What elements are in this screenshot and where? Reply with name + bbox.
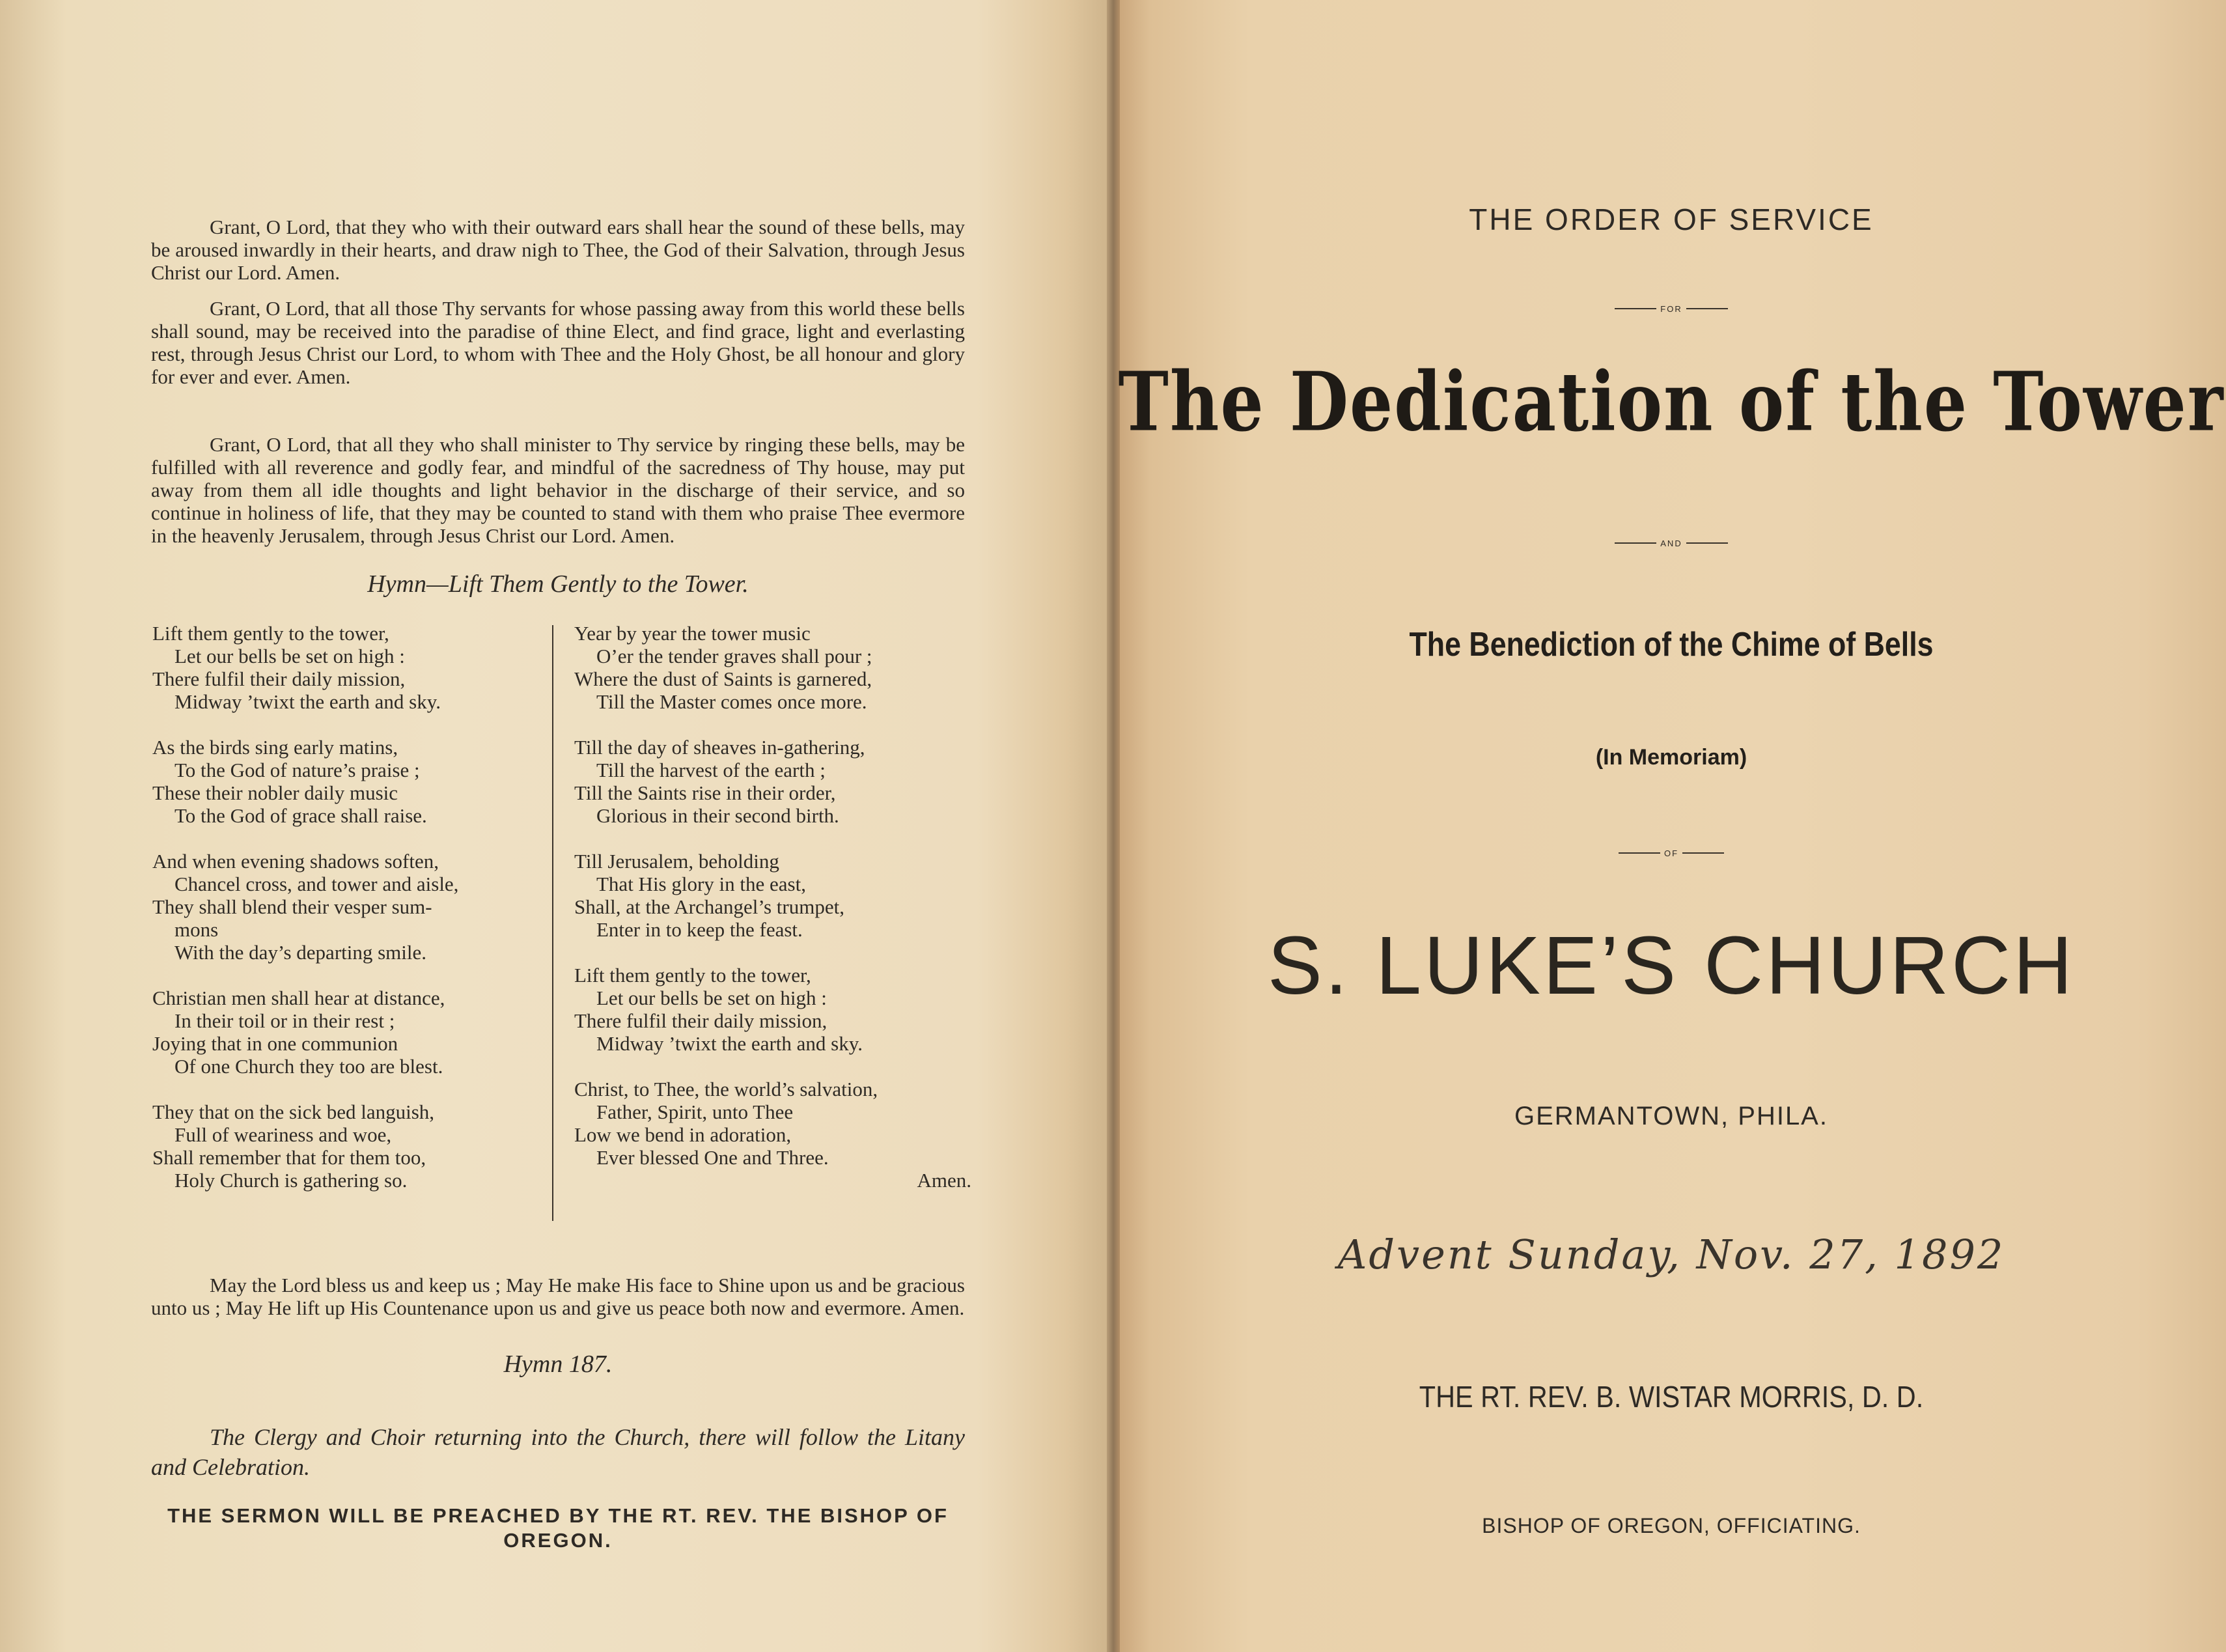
book-gutter xyxy=(1107,0,1120,1652)
location: GERMANTOWN, PHILA. xyxy=(1514,1102,1828,1130)
prayer-bells-ringers: Grant, O Lord, that all they who shall minister to Thy service by ringing these bells, may be fulfilled with all reverence and godly fear, and mindful of the sacredness of Thy house, may put away from them all idle thoughts and light behavior in the discharge of their service, and so continue in holiness of life, that they may be counted to stand with them who praise Thee evermore in the heavenly Jerusalem, through Jesus Christ our Lord. Amen. xyxy=(151,433,965,547)
hymn-stanza xyxy=(152,622,556,713)
hymn-line: Till Jerusalem, beholding xyxy=(574,850,779,873)
hymn-line: Year by year the tower music xyxy=(574,622,811,645)
hymn-line: Lift them gently to the tower, xyxy=(152,622,389,645)
and-label: AND xyxy=(1660,538,1682,548)
hymn-line: O’er the tender graves shall pour ; xyxy=(596,645,872,667)
hymn-line: Full of weariness and woe, xyxy=(174,1123,392,1146)
hymn-line: Father, Spirit, unto Thee xyxy=(596,1100,794,1123)
hymn-line: There fulfil their daily mission, xyxy=(152,667,406,690)
hymn-line: That His glory in the east, xyxy=(596,873,806,895)
hymn-stanza xyxy=(574,850,978,941)
hymn-line: Ever blessed One and Three. xyxy=(596,1146,829,1169)
hymn-heading: Hymn—Lift Them Gently to the Tower. xyxy=(367,570,749,598)
and-rule xyxy=(1117,535,2226,548)
hymn-stanza xyxy=(152,850,556,964)
clergy-note: The Clergy and Choir returning into the Church, there will follow the Litany and Celebration. xyxy=(151,1424,965,1480)
hymn-line: Joying that in one communion xyxy=(152,1032,398,1055)
hymn-line: To the God of grace shall raise. xyxy=(174,804,427,827)
hymn-line: mons xyxy=(174,918,219,941)
in-memoriam: (In Memoriam) xyxy=(1595,745,1747,770)
prayer-bells-passing: Grant, O Lord, that all those Thy servants for whose passing away from this world these bells shall sound, may be received into the paradise of thine Elect, and find grace, light and everlasting rest, through Jesus Christ our Lord, to whom with Thee and the Holy Ghost, be all honour and glory for ever and ever. Amen. xyxy=(151,297,965,388)
hymn-line: Christ, to Thee, the world’s salvation, xyxy=(574,1078,878,1100)
hymn-line: Low we bend in adoration, xyxy=(574,1123,792,1146)
hymn-line: Midway ’twixt the earth and sky. xyxy=(174,690,441,713)
hymn-line: Till the harvest of the earth ; xyxy=(596,759,826,781)
hymn-line: Let our bells be set on high : xyxy=(596,987,827,1009)
hymn-stanza xyxy=(574,622,978,713)
for-label: FOR xyxy=(1660,303,1682,314)
hymn-187-heading: Hymn 187. xyxy=(503,1351,613,1378)
hymn-line: They that on the sick bed languish, xyxy=(152,1100,435,1123)
hymn-left-column xyxy=(152,622,556,1214)
hymn-line: Lift them gently to the tower, xyxy=(574,964,811,987)
officiant: THE RT. REV. B. WISTAR MORRIS, D. D. xyxy=(1419,1380,1924,1414)
church-name: S. LUKE’S CHURCH xyxy=(1267,919,2076,1011)
main-title: The Dedication of the Tower xyxy=(1118,353,2225,450)
hymn-line: Till the day of sheaves in-gathering, xyxy=(574,736,865,759)
hymn-line: To the God of nature’s praise ; xyxy=(174,759,420,781)
officiant-role: BISHOP OF OREGON, OFFICIATING. xyxy=(1482,1514,1861,1537)
for-rule xyxy=(1117,301,2226,314)
hymn-stanza xyxy=(574,1078,978,1192)
sermon-notice: THE SERMON WILL BE PREACHED BY THE RT. REV. THE BISHOP OF OREGON. xyxy=(167,1504,949,1552)
hymn-line: With the day’s departing smile. xyxy=(174,941,427,964)
hymn-amen: Amen. xyxy=(917,1169,971,1192)
hymn-line: And when evening shadows soften, xyxy=(152,850,439,873)
hymn-line: As the birds sing early matins, xyxy=(152,736,398,759)
service-date: Advent Sunday, Nov. 27, 1892 xyxy=(1337,1231,2005,1278)
hymn-line: Let our bells be set on high : xyxy=(174,645,405,667)
hymn-line: Where the dust of Saints is garnered, xyxy=(574,667,872,690)
hymn-stanza xyxy=(152,987,556,1078)
hymn-line: Holy Church is gathering so. xyxy=(174,1169,408,1192)
hymn-line: Christian men shall hear at distance, xyxy=(152,987,445,1009)
hymn-line: Of one Church they too are blest. xyxy=(174,1055,443,1078)
hymn-line: Till the Master comes once more. xyxy=(596,690,867,713)
hymn-line: Enter in to keep the feast. xyxy=(596,918,803,941)
hymn-stanza xyxy=(574,964,978,1055)
hymn-stanza xyxy=(152,736,556,827)
benediction-title: The Benediction of the Chime of Bells xyxy=(1409,626,1934,664)
hymn-stanza xyxy=(152,1100,556,1192)
hymn-stanza xyxy=(574,736,978,827)
benediction-prayer: May the Lord bless us and keep us ; May He make His face to Shine upon us and be gracious unto us ; May He lift up His Countenance upon us and give us peace both now and evermore. Amen. xyxy=(151,1274,965,1319)
prayer-bells-hearing: Grant, O Lord, that they who with their outward ears shall hear the sound of these bells, may be aroused inwardly in their hearts, and draw nigh to Thee, the God of their Salvation, through Jesus Christ our Lord. Amen. xyxy=(151,216,965,284)
hymn-line: Glorious in their second birth. xyxy=(596,804,839,827)
hymn-line: They shall blend their vesper sum- xyxy=(152,895,432,918)
hymn-line: Chancel cross, and tower and aisle, xyxy=(174,873,459,895)
hymn-line: Till the Saints rise in their order, xyxy=(574,781,836,804)
hymn-line: In their toil or in their rest ; xyxy=(174,1009,395,1032)
order-of-service: THE ORDER OF SERVICE xyxy=(1469,203,1874,236)
of-label: OF xyxy=(1663,848,1679,858)
hymn-line: Shall, at the Archangel’s trumpet, xyxy=(574,895,844,918)
hymn-line: Midway ’twixt the earth and sky. xyxy=(596,1032,863,1055)
hymn-right-column xyxy=(574,622,978,1214)
hymn-line: These their nobler daily music xyxy=(152,781,398,804)
hymn-line: Shall remember that for them too, xyxy=(152,1146,426,1169)
of-rule xyxy=(1117,845,2226,858)
hymn-line: There fulfil their daily mission, xyxy=(574,1009,828,1032)
